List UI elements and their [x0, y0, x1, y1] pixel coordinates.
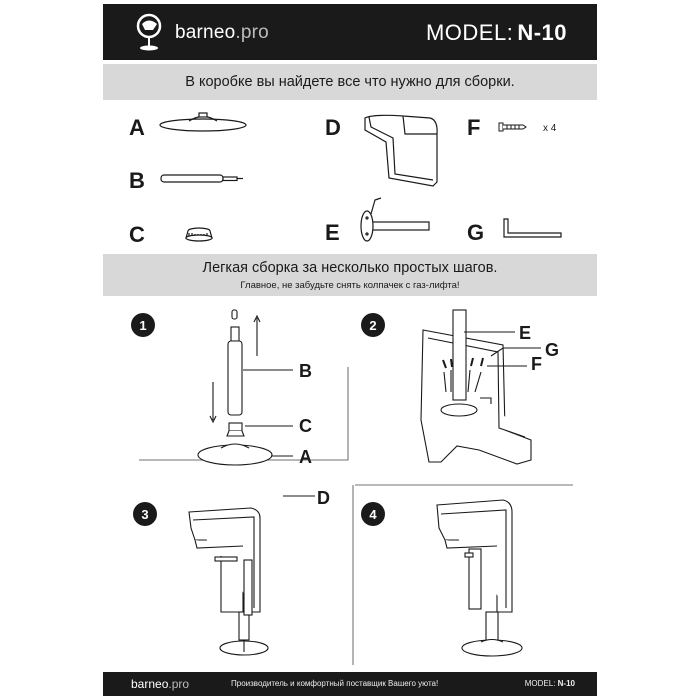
gas-lift-part [161, 175, 243, 182]
hex-key-part [504, 219, 561, 237]
footer-bar [103, 672, 597, 696]
step-4-drawing [437, 500, 522, 656]
step-4-number: 4 [369, 507, 377, 522]
part-d-label: D [325, 115, 341, 140]
screw-quantity: x 4 [543, 123, 557, 134]
footer-logo [131, 677, 189, 691]
parts-heading: В коробке вы найдете все что нужно для сборки. [185, 74, 515, 90]
model-number: N-10 [517, 20, 567, 45]
seat-part [365, 115, 437, 186]
footer-brand-suffix: .pro [168, 677, 190, 691]
step-1-label-b: B [299, 361, 312, 381]
step-3-drawing [189, 496, 315, 655]
part-g-label: G [467, 220, 485, 245]
footer-model-number: N-10 [557, 679, 575, 688]
footer-model-label: MODEL: [524, 679, 556, 688]
model-label: MODEL: [425, 20, 514, 45]
footer-model [525, 679, 575, 688]
footer-brand-name: barneo [131, 677, 169, 691]
steps-heading: Легкая сборка за несколько простых шагов. [202, 260, 498, 276]
step-1-label-a: A [299, 447, 312, 467]
screw-part [499, 123, 526, 131]
step-2-label-e: E [519, 323, 532, 343]
base-disc-part [160, 113, 246, 131]
part-a-label: A [129, 115, 145, 140]
step-1-number: 1 [139, 318, 147, 333]
part-e-label: E [325, 220, 340, 245]
steps-note: Главное, не забудьте снять колпачек с газ-лифта! [240, 280, 460, 291]
part-f-label: F [467, 115, 481, 140]
step-1-label-c: C [299, 416, 312, 436]
step-2-number: 2 [369, 318, 377, 333]
assembly-illustration [103, 0, 597, 700]
brand-name: barneo [175, 22, 236, 43]
instruction-sheet [103, 0, 597, 700]
step-1-drawing [198, 310, 293, 465]
step-1-badge [131, 313, 155, 337]
mechanism-part [361, 198, 429, 241]
step-2-label-f: F [531, 354, 542, 374]
step-2-label-g: G [545, 340, 560, 360]
bearing-ring-part [186, 228, 212, 241]
footer-tagline: Производитель и комфортный поставщик Вашего уюта! [231, 679, 439, 688]
step-3-number: 3 [141, 507, 149, 522]
step-4-badge [361, 502, 385, 526]
step-3-label-d: D [317, 488, 330, 508]
part-b-label: B [129, 168, 145, 193]
part-c-label: C [129, 222, 145, 247]
step-2-badge [361, 313, 385, 337]
brand-suffix: .pro [235, 22, 269, 43]
step-3-badge [133, 502, 157, 526]
